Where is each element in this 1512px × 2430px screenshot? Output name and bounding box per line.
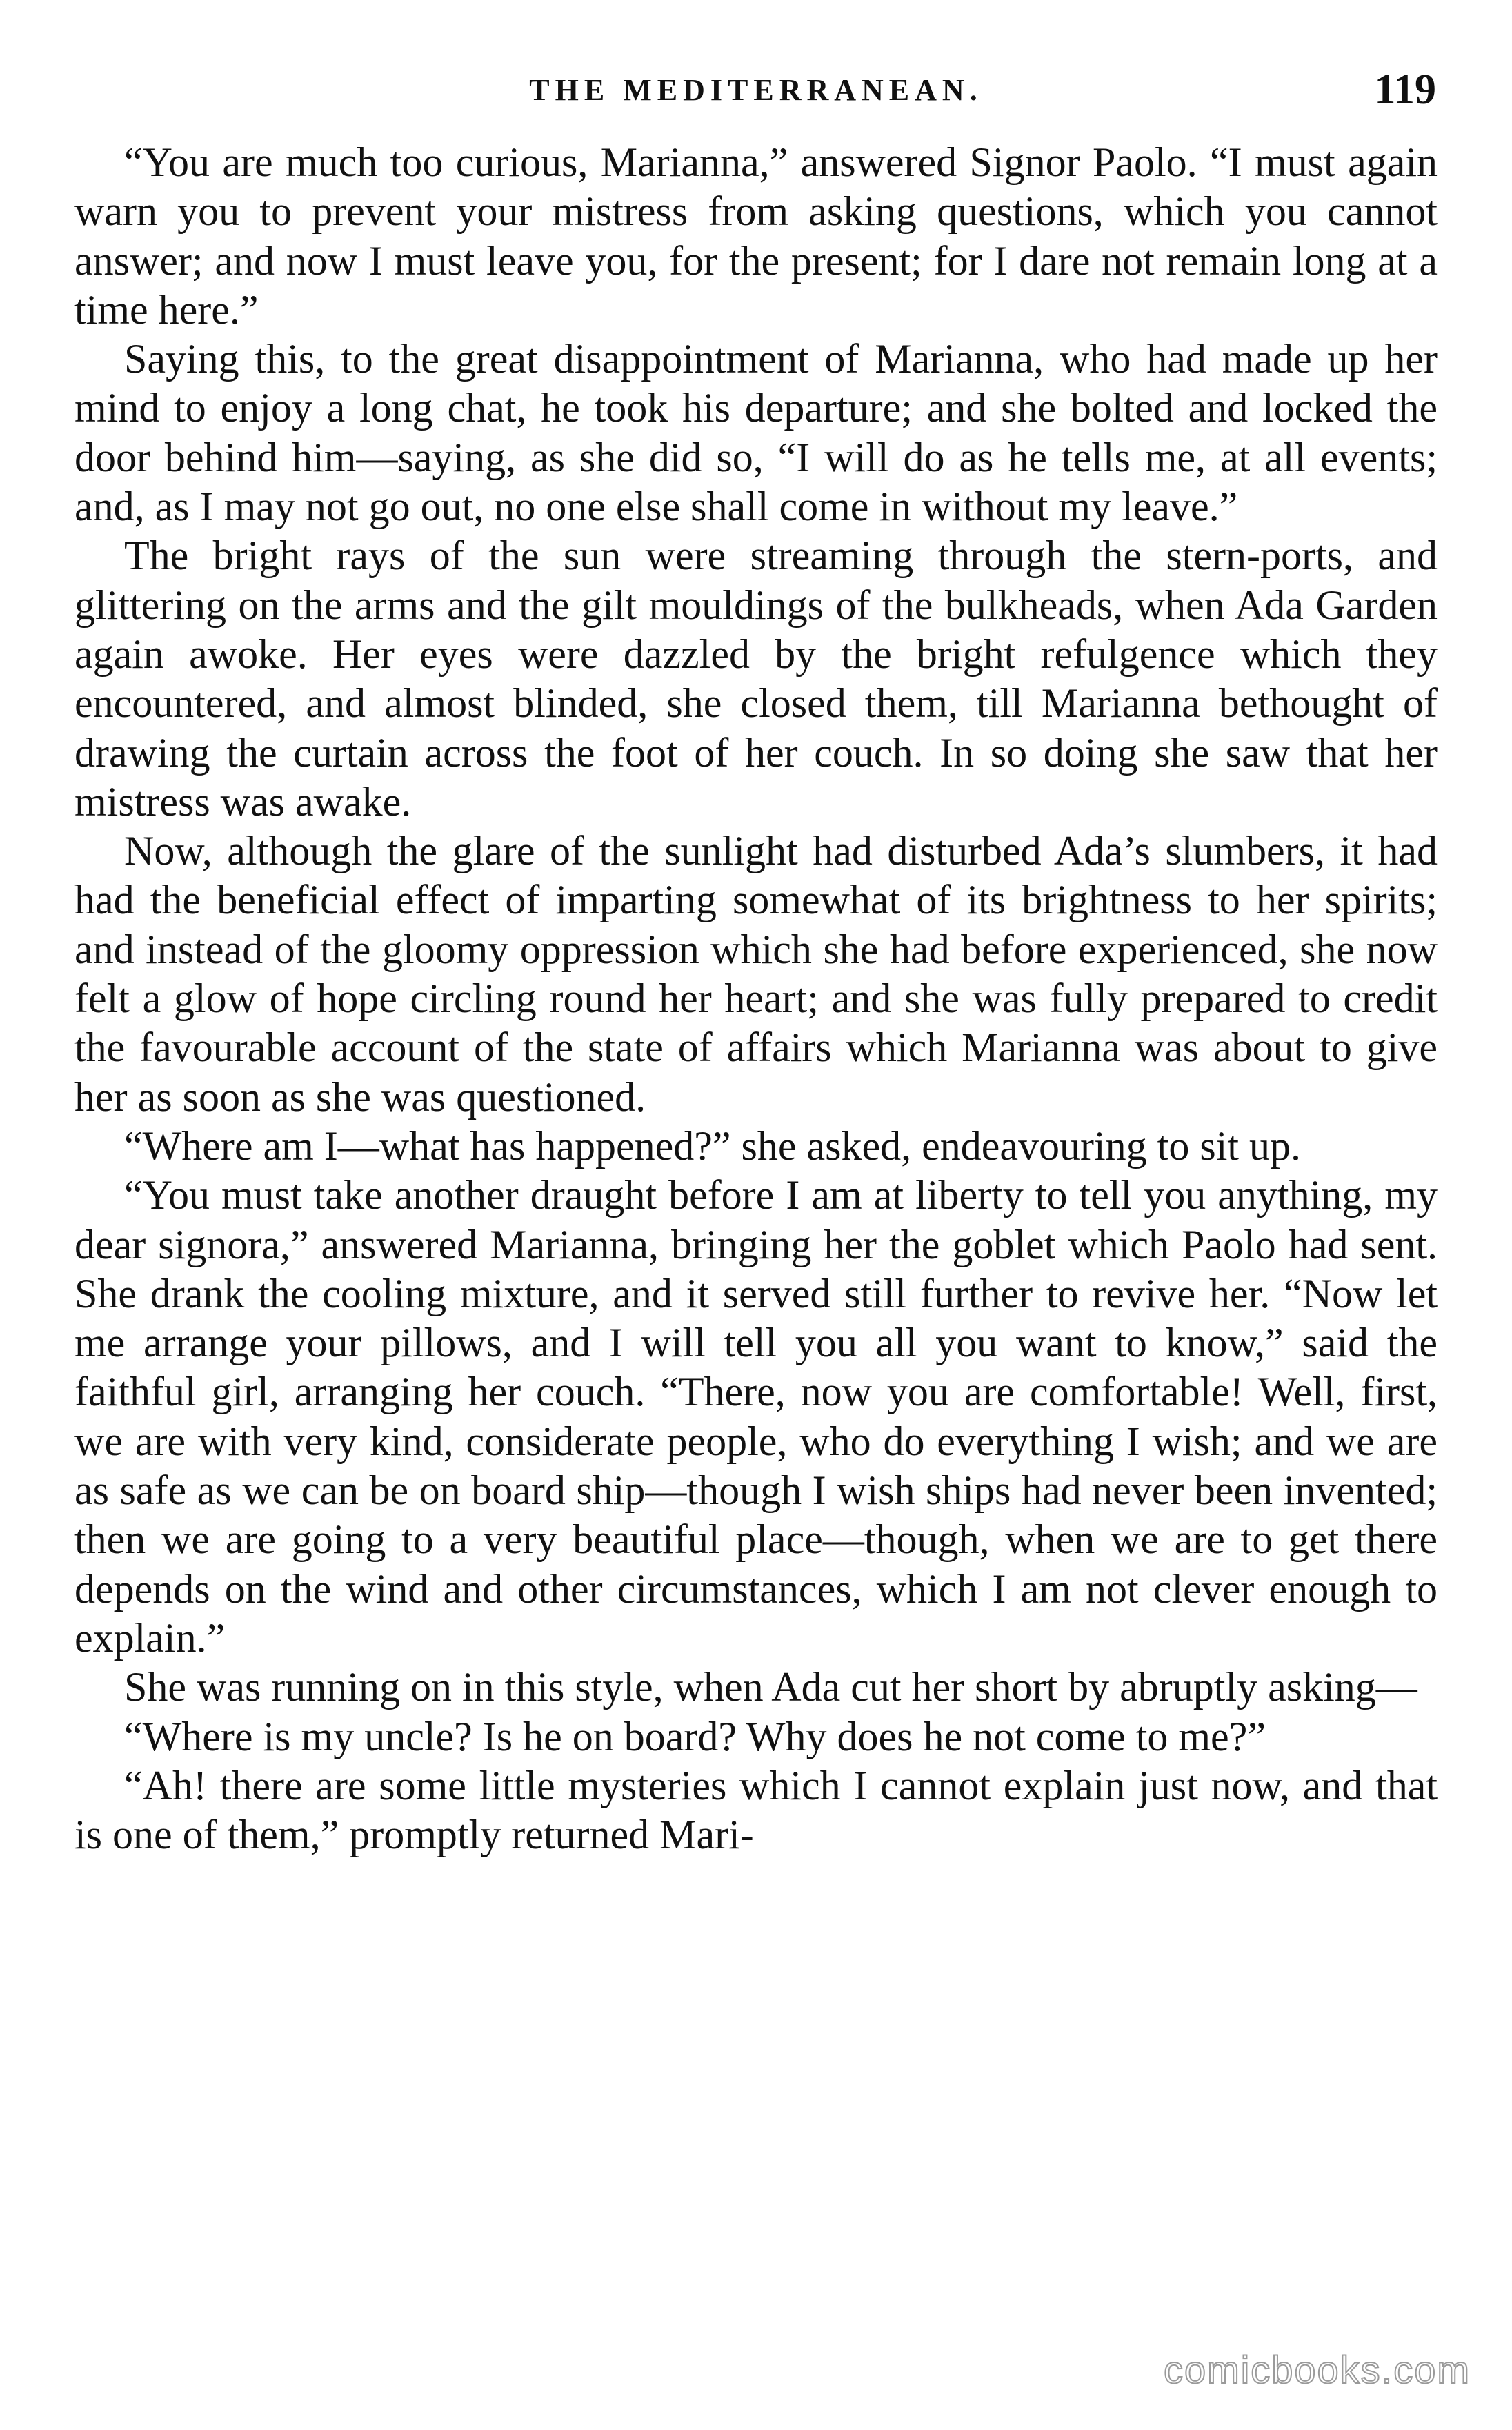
body-text	[74, 138, 1438, 1859]
paragraph: She was running on in this style, when Ada cut her short by abruptly asking—	[124, 1664, 1418, 1710]
paragraph: “Where is my uncle? Is he on board? Why does he not come to me?”	[124, 1713, 1266, 1759]
page-number: 119	[1374, 66, 1436, 113]
watermark: comicbooks.com	[1163, 2348, 1471, 2391]
paragraph: Saying this, to the great disappointment of Marianna, who had made up her mind to enjoy a long chat, he took his departure; and she bolted and locked the door behind him—saying, as she did so, “I will do as he tells me, at all events; and, as I may not go out, no one else shall come in without my leave.”	[74, 336, 1438, 530]
page-header	[76, 66, 1436, 121]
paragraph: Now, although the glare of the sunlight had disturbed Ada’s slumbers, it had had the beneficial effect of imparting somewhat of its brightness to her spirits; and instead of the gloomy oppression which she had before experienced, she now felt a glow of hope circling round her heart; and she was fully prepared to credit the favourable account of the state of affairs which Marianna was about to give her as soon as she was questioned.	[74, 828, 1438, 1120]
paragraph: “You are much too curious, Marianna,” answered Signor Paolo. “I must again warn you to prevent your mistress from asking questions, which you cannot answer; and now I must leave you, for the present; for I dare not remain long at a time here.”	[74, 139, 1438, 333]
paragraph: “Where am I—what has happened?” she asked, endeavouring to sit up.	[124, 1123, 1302, 1169]
running-title: THE MEDITERRANEAN.	[529, 73, 983, 107]
paragraph: The bright rays of the sun were streaming through the stern-ports, and glittering on the arms and the gilt mouldings of the bulkheads, when Ada Garden again awoke. Her eyes were dazzled by the bright refulgence which they encountered, and almost blinded, she closed them, till Marianna bethought of drawing the curtain across the foot of her couch. In so doing she saw that her mistress was awake.	[74, 533, 1438, 824]
paragraph: “You must take another draught before I am at liberty to tell you anything, my dear signora,” answered Marianna, bringing her the goblet which Paolo had sent. She drank the cooling mixture, and it served still further to revive her. “Now let me arrange your pillows, and I will tell you all you want to know,” said the faithful girl, arranging her couch. “There, now you are comfortable! Well, first, we are with very kind, considerate people, who do everything I wish; and we are as safe as we can be on board ship—though I wish ships had never been invented; then we are going to a very beautiful place—though, when we are to get there depends on the wind and other circumstances, which I am not clever enough to explain.”	[74, 1172, 1438, 1661]
paragraph: “Ah! there are some little mysteries which I cannot explain just now, and that is one of them,” promptly returned Mari-	[74, 1762, 1438, 1858]
